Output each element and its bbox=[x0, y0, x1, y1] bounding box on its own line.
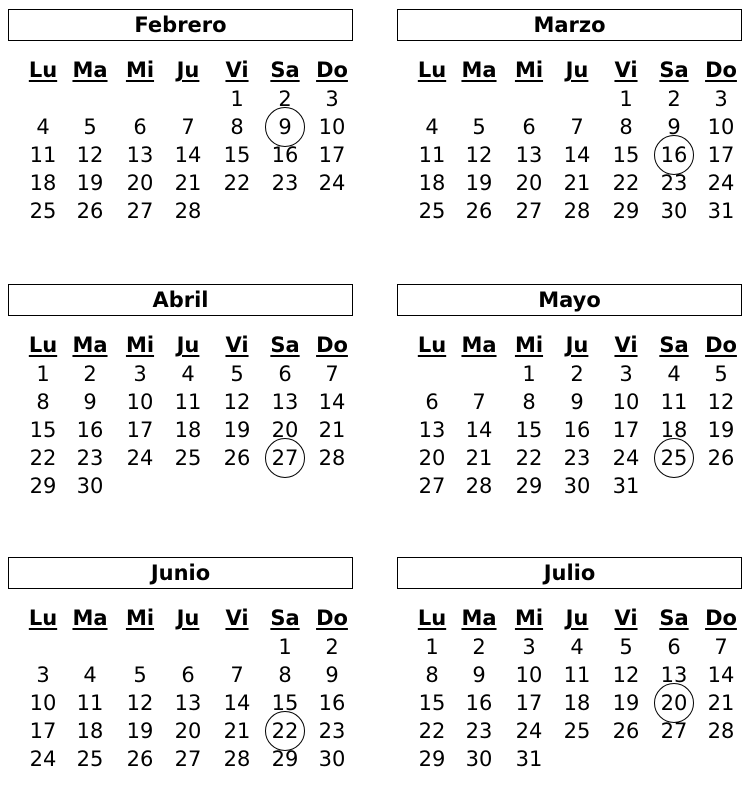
day-cell: 10 bbox=[29, 691, 57, 716]
weekday-header: Lu bbox=[28, 606, 58, 630]
day-cell: 19 bbox=[465, 171, 493, 196]
day-cell: 15 bbox=[515, 418, 543, 443]
day-cell: 5 bbox=[133, 663, 147, 688]
day-cell: 26 bbox=[223, 446, 251, 471]
day-cell: 4 bbox=[36, 115, 50, 140]
day-cell: 25 bbox=[418, 199, 446, 224]
day-cell: 4 bbox=[181, 362, 195, 386]
weekday-header: Sa bbox=[659, 606, 689, 630]
weekday-header: Ju bbox=[565, 606, 589, 630]
day-cell: 21 bbox=[465, 446, 493, 471]
day-cell: 6 bbox=[667, 635, 681, 659]
weekday-header: Sa bbox=[270, 333, 300, 357]
day-cell: 1 bbox=[522, 362, 536, 386]
day-cell: 1 bbox=[278, 635, 292, 659]
weekday-header: Lu bbox=[28, 333, 58, 357]
weekday-header: Sa bbox=[270, 606, 300, 630]
month-mayo bbox=[397, 284, 742, 514]
day-cell: 21 bbox=[318, 418, 346, 443]
day-cell: 3 bbox=[325, 87, 339, 111]
day-cell: 5 bbox=[83, 115, 97, 140]
day-cell: 2 bbox=[667, 87, 681, 111]
month-title: Julio bbox=[397, 557, 742, 589]
day-cell: 3 bbox=[522, 635, 536, 659]
day-cell: 26 bbox=[707, 446, 735, 471]
month-title: Junio bbox=[8, 557, 353, 589]
day-cell: 27 bbox=[271, 446, 299, 471]
day-cell: 22 bbox=[29, 446, 57, 471]
day-cell: 2 bbox=[472, 635, 486, 659]
day-cell: 15 bbox=[29, 418, 57, 443]
day-cell: 20 bbox=[126, 171, 154, 196]
weekday-header: Sa bbox=[270, 58, 300, 82]
day-cell: 9 bbox=[83, 390, 97, 415]
weekday-header: Do bbox=[705, 333, 737, 357]
day-cell: 19 bbox=[223, 418, 251, 443]
day-cell: 11 bbox=[418, 143, 446, 168]
day-cell: 10 bbox=[318, 115, 346, 140]
day-cell: 20 bbox=[174, 719, 202, 744]
day-cell: 10 bbox=[612, 390, 640, 415]
month-title: Abril bbox=[8, 284, 353, 316]
day-cell: 3 bbox=[36, 663, 50, 688]
day-cell: 14 bbox=[174, 143, 202, 168]
day-cell: 2 bbox=[278, 87, 292, 111]
day-cell: 25 bbox=[29, 199, 57, 224]
weekday-header: Sa bbox=[659, 333, 689, 357]
day-cell: 26 bbox=[126, 747, 154, 772]
day-cell: 6 bbox=[522, 115, 536, 140]
day-cell: 28 bbox=[563, 199, 591, 224]
day-cell: 2 bbox=[83, 362, 97, 386]
day-cell: 8 bbox=[425, 663, 439, 688]
day-cell: 23 bbox=[563, 446, 591, 471]
month-title: Mayo bbox=[397, 284, 742, 316]
day-cell: 14 bbox=[707, 663, 735, 688]
day-cell: 14 bbox=[465, 418, 493, 443]
day-cell: 15 bbox=[612, 143, 640, 168]
day-cell: 19 bbox=[707, 418, 735, 443]
day-cell: 17 bbox=[29, 719, 57, 744]
day-cell: 6 bbox=[181, 663, 195, 688]
day-cell: 11 bbox=[563, 663, 591, 688]
day-cell: 2 bbox=[570, 362, 584, 386]
weekday-header: Vi bbox=[614, 606, 638, 630]
day-cell: 24 bbox=[612, 446, 640, 471]
day-cell: 6 bbox=[133, 115, 147, 140]
day-cell: 25 bbox=[174, 446, 202, 471]
day-cell: 8 bbox=[36, 390, 50, 415]
day-cell: 24 bbox=[515, 719, 543, 744]
day-cell: 29 bbox=[418, 747, 446, 772]
day-cell: 11 bbox=[76, 691, 104, 716]
weekday-header: Ma bbox=[72, 606, 108, 630]
weekday-header: Ma bbox=[461, 606, 497, 630]
day-cell: 29 bbox=[271, 747, 299, 772]
weekday-header: Lu bbox=[417, 606, 447, 630]
day-cell: 30 bbox=[318, 747, 346, 772]
weekday-header: Ma bbox=[461, 333, 497, 357]
day-cell: 25 bbox=[660, 446, 688, 471]
day-cell: 22 bbox=[271, 719, 299, 744]
day-cell: 30 bbox=[660, 199, 688, 224]
weekday-header: Lu bbox=[417, 333, 447, 357]
day-cell: 16 bbox=[318, 691, 346, 716]
day-cell: 24 bbox=[29, 747, 57, 772]
day-cell: 19 bbox=[76, 171, 104, 196]
day-cell: 13 bbox=[660, 663, 688, 688]
day-cell: 30 bbox=[465, 747, 493, 772]
day-cell: 13 bbox=[515, 143, 543, 168]
day-cell: 27 bbox=[126, 199, 154, 224]
day-cell: 27 bbox=[515, 199, 543, 224]
day-cell: 9 bbox=[278, 115, 292, 140]
day-cell: 24 bbox=[318, 171, 346, 196]
weekday-header: Ju bbox=[565, 58, 589, 82]
day-cell: 1 bbox=[425, 635, 439, 659]
day-cell: 7 bbox=[325, 362, 339, 386]
day-cell: 8 bbox=[230, 115, 244, 140]
day-cell: 22 bbox=[223, 171, 251, 196]
day-cell: 13 bbox=[418, 418, 446, 443]
day-cell: 8 bbox=[619, 115, 633, 140]
day-cell: 27 bbox=[418, 474, 446, 499]
day-cell: 14 bbox=[318, 390, 346, 415]
day-cell: 1 bbox=[619, 87, 633, 111]
day-cell: 12 bbox=[76, 143, 104, 168]
day-cell: 16 bbox=[76, 418, 104, 443]
day-cell: 18 bbox=[76, 719, 104, 744]
day-cell: 11 bbox=[174, 390, 202, 415]
day-cell: 18 bbox=[563, 691, 591, 716]
day-cell: 4 bbox=[83, 663, 97, 688]
month-marzo bbox=[397, 9, 742, 239]
day-cell: 22 bbox=[515, 446, 543, 471]
day-cell: 20 bbox=[660, 691, 688, 716]
day-cell: 5 bbox=[619, 635, 633, 659]
day-cell: 6 bbox=[278, 362, 292, 386]
day-cell: 8 bbox=[522, 390, 536, 415]
day-cell: 15 bbox=[271, 691, 299, 716]
day-cell: 28 bbox=[318, 446, 346, 471]
day-cell: 4 bbox=[667, 362, 681, 386]
month-abril bbox=[8, 284, 353, 514]
day-cell: 17 bbox=[126, 418, 154, 443]
weekday-header: Vi bbox=[614, 333, 638, 357]
weekday-header: Ju bbox=[565, 333, 589, 357]
day-cell: 21 bbox=[707, 691, 735, 716]
day-cell: 12 bbox=[223, 390, 251, 415]
day-cell: 3 bbox=[133, 362, 147, 386]
day-cell: 14 bbox=[223, 691, 251, 716]
day-cell: 31 bbox=[707, 199, 735, 224]
weekday-header: Mi bbox=[125, 333, 155, 357]
weekday-header: Vi bbox=[225, 58, 249, 82]
day-cell: 24 bbox=[126, 446, 154, 471]
day-cell: 18 bbox=[418, 171, 446, 196]
day-cell: 6 bbox=[425, 390, 439, 415]
day-cell: 13 bbox=[174, 691, 202, 716]
day-cell: 4 bbox=[425, 115, 439, 140]
day-cell: 16 bbox=[271, 143, 299, 168]
day-cell: 4 bbox=[570, 635, 584, 659]
day-cell: 7 bbox=[472, 390, 486, 415]
weekday-header: Ju bbox=[176, 333, 200, 357]
day-cell: 11 bbox=[660, 390, 688, 415]
day-cell: 14 bbox=[563, 143, 591, 168]
weekday-header: Ju bbox=[176, 58, 200, 82]
day-cell: 27 bbox=[174, 747, 202, 772]
day-cell: 7 bbox=[181, 115, 195, 140]
month-title: Marzo bbox=[397, 9, 742, 41]
day-cell: 16 bbox=[465, 691, 493, 716]
day-cell: 26 bbox=[612, 719, 640, 744]
day-cell: 28 bbox=[223, 747, 251, 772]
day-cell: 25 bbox=[76, 747, 104, 772]
weekday-header: Sa bbox=[659, 58, 689, 82]
month-title: Febrero bbox=[8, 9, 353, 41]
day-cell: 10 bbox=[126, 390, 154, 415]
weekday-header: Lu bbox=[28, 58, 58, 82]
day-cell: 20 bbox=[418, 446, 446, 471]
weekday-header: Vi bbox=[225, 333, 249, 357]
day-cell: 9 bbox=[667, 115, 681, 140]
day-cell: 20 bbox=[271, 418, 299, 443]
day-cell: 19 bbox=[612, 691, 640, 716]
day-cell: 23 bbox=[465, 719, 493, 744]
day-cell: 18 bbox=[174, 418, 202, 443]
day-cell: 12 bbox=[707, 390, 735, 415]
weekday-header: Ju bbox=[176, 606, 200, 630]
month-febrero bbox=[8, 9, 353, 239]
weekday-header: Do bbox=[316, 333, 348, 357]
day-cell: 5 bbox=[472, 115, 486, 140]
day-cell: 28 bbox=[465, 474, 493, 499]
day-cell: 28 bbox=[707, 719, 735, 744]
day-cell: 30 bbox=[76, 474, 104, 499]
day-cell: 16 bbox=[660, 143, 688, 168]
day-cell: 9 bbox=[325, 663, 339, 688]
day-cell: 31 bbox=[515, 747, 543, 772]
day-cell: 5 bbox=[714, 362, 728, 386]
day-cell: 3 bbox=[619, 362, 633, 386]
day-cell: 19 bbox=[126, 719, 154, 744]
day-cell: 17 bbox=[515, 691, 543, 716]
day-cell: 1 bbox=[36, 362, 50, 386]
month-junio bbox=[8, 557, 353, 787]
day-cell: 10 bbox=[515, 663, 543, 688]
weekday-header: Do bbox=[316, 58, 348, 82]
day-cell: 1 bbox=[230, 87, 244, 111]
day-cell: 25 bbox=[563, 719, 591, 744]
weekday-header: Mi bbox=[514, 606, 544, 630]
weekday-header: Ma bbox=[72, 333, 108, 357]
weekday-header: Lu bbox=[417, 58, 447, 82]
month-julio bbox=[397, 557, 742, 787]
day-cell: 24 bbox=[707, 171, 735, 196]
day-cell: 22 bbox=[418, 719, 446, 744]
day-cell: 7 bbox=[570, 115, 584, 140]
day-cell: 29 bbox=[612, 199, 640, 224]
day-cell: 7 bbox=[230, 663, 244, 688]
day-cell: 8 bbox=[278, 663, 292, 688]
weekday-header: Do bbox=[705, 58, 737, 82]
day-cell: 18 bbox=[660, 418, 688, 443]
weekday-header: Ma bbox=[461, 58, 497, 82]
day-cell: 16 bbox=[563, 418, 591, 443]
day-cell: 12 bbox=[465, 143, 493, 168]
day-cell: 20 bbox=[515, 171, 543, 196]
day-cell: 30 bbox=[563, 474, 591, 499]
weekday-header: Mi bbox=[125, 58, 155, 82]
day-cell: 23 bbox=[76, 446, 104, 471]
day-cell: 22 bbox=[612, 171, 640, 196]
day-cell: 17 bbox=[318, 143, 346, 168]
weekday-header: Vi bbox=[225, 606, 249, 630]
day-cell: 15 bbox=[418, 691, 446, 716]
day-cell: 3 bbox=[714, 87, 728, 111]
day-cell: 27 bbox=[660, 719, 688, 744]
weekday-header: Do bbox=[316, 606, 348, 630]
day-cell: 13 bbox=[271, 390, 299, 415]
day-cell: 26 bbox=[465, 199, 493, 224]
day-cell: 21 bbox=[174, 171, 202, 196]
day-cell: 31 bbox=[612, 474, 640, 499]
day-cell: 23 bbox=[271, 171, 299, 196]
weekday-header: Mi bbox=[125, 606, 155, 630]
day-cell: 18 bbox=[29, 171, 57, 196]
day-cell: 29 bbox=[515, 474, 543, 499]
day-cell: 29 bbox=[29, 474, 57, 499]
day-cell: 2 bbox=[325, 635, 339, 659]
day-cell: 21 bbox=[223, 719, 251, 744]
day-cell: 13 bbox=[126, 143, 154, 168]
day-cell: 15 bbox=[223, 143, 251, 168]
weekday-header: Vi bbox=[614, 58, 638, 82]
weekday-header: Mi bbox=[514, 58, 544, 82]
day-cell: 9 bbox=[570, 390, 584, 415]
day-cell: 5 bbox=[230, 362, 244, 386]
day-cell: 9 bbox=[472, 663, 486, 688]
day-cell: 11 bbox=[29, 143, 57, 168]
day-cell: 23 bbox=[660, 171, 688, 196]
day-cell: 12 bbox=[612, 663, 640, 688]
day-cell: 7 bbox=[714, 635, 728, 659]
day-cell: 17 bbox=[707, 143, 735, 168]
day-cell: 26 bbox=[76, 199, 104, 224]
day-cell: 23 bbox=[318, 719, 346, 744]
day-cell: 10 bbox=[707, 115, 735, 140]
day-cell: 17 bbox=[612, 418, 640, 443]
weekday-header: Ma bbox=[72, 58, 108, 82]
day-cell: 21 bbox=[563, 171, 591, 196]
day-cell: 12 bbox=[126, 691, 154, 716]
day-cell: 28 bbox=[174, 199, 202, 224]
weekday-header: Mi bbox=[514, 333, 544, 357]
weekday-header: Do bbox=[705, 606, 737, 630]
